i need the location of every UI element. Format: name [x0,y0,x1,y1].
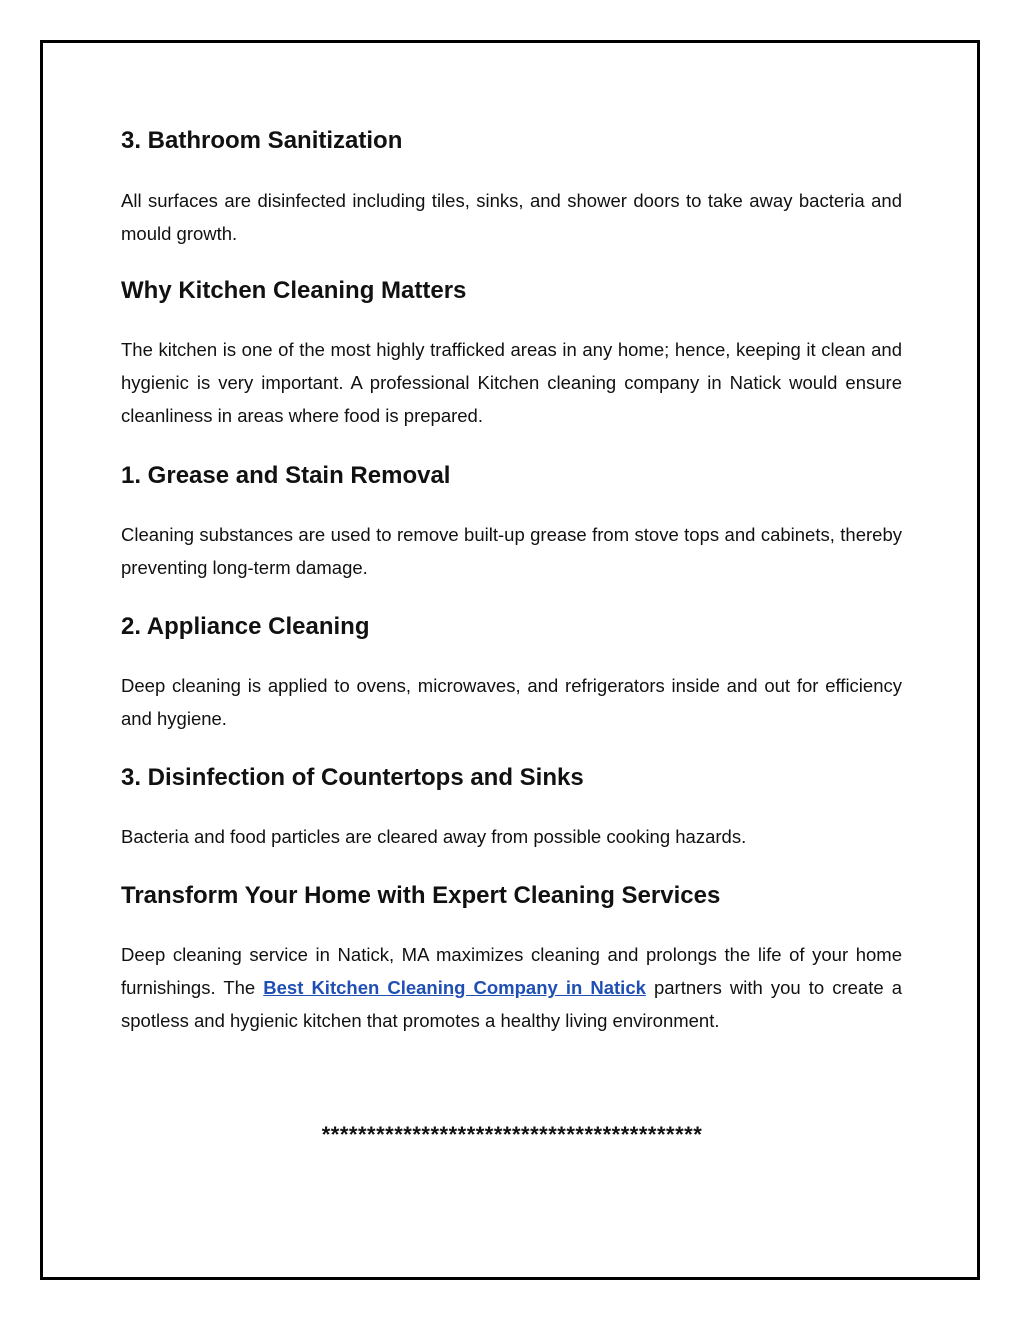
section-body-transform-home [121,938,902,1037]
section-heading-why-kitchen-cleaning: Why Kitchen Cleaning Matters [121,277,467,304]
section-heading-appliance-cleaning: 2. Appliance Cleaning [121,613,370,640]
section-body-countertops: Bacteria and food particles are cleared away from possible cooking hazards. [121,826,747,847]
best-kitchen-cleaning-link[interactable]: Best Kitchen Cleaning Company in Natick [263,977,646,998]
body-text-after-link: partners with you to create a spotless and hygienic kitchen that promotes a healthy living environment. [121,977,902,1031]
section-body-appliance-cleaning: Deep cleaning is applied to ovens, microwaves, and refrigerators inside and out for efficiency and hygiene. [121,675,902,729]
body-text-before-link: Deep cleaning service in Natick, MA maximizes cleaning and prolongs the life of your home furnishings. The [121,944,902,998]
section-body-grease-removal: Cleaning substances are used to remove built-up grease from stove tops and cabinets, thereby preventing long-term damage. [121,524,902,578]
separator-stars: ****************************************** [321,1122,703,1147]
section-heading-countertops: 3. Disinfection of Countertops and Sinks [121,764,584,791]
section-body-bathroom-sanitization: All surfaces are disinfected including tiles, sinks, and shower doors to take away bacteria and mould growth. [121,190,902,244]
section-heading-grease-removal: 1. Grease and Stain Removal [121,462,451,489]
section-heading-transform-home: Transform Your Home with Expert Cleaning Services [121,882,721,909]
section-body-why-kitchen-cleaning: The kitchen is one of the most highly trafficked areas in any home; hence, keeping it clean and hygienic is very important. A professional Kitchen cleaning company in Natick would ensure cleanliness in areas where food is prepared. [121,339,902,426]
document-content [121,118,902,1037]
section-heading-bathroom-sanitization: 3. Bathroom Sanitization [121,127,403,154]
